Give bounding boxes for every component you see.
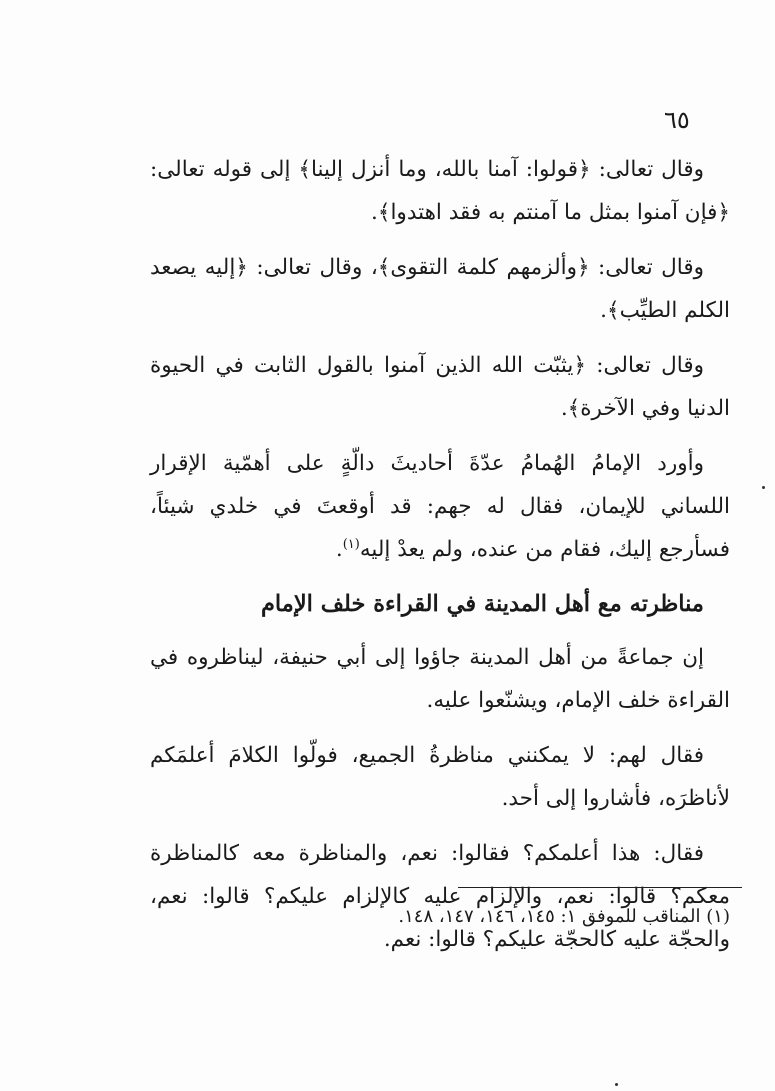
paragraph-4: وأورد الإمامُ الهُمامُ عدّةَ أحاديثَ دالّةٍ على أهمّية الإقرار اللساني للإيمان، فقال له جهم: قد أوقعتَ في خلدي شيئاً، فسأرجع إليك، فقام من عنده، ولم يعدْ إليه$^{(١)}$. bbox=[150, 451, 730, 562]
page-number: ٦٥ bbox=[664, 106, 690, 134]
section-heading: مناظرته مع أهل المدينة في القراءة خلف الإمام bbox=[260, 591, 704, 617]
paragraph-6: فقال لهم: لا يمكنني مناظرةُ الجميع، فولّوا الكلامَ أعلمَكم لأناظرَه، فأشاروا إلى أحد. bbox=[150, 743, 730, 811]
paragraph-3: وقال تعالى: ﴿يثبّت الله الذين آمنوا بالقول الثابت في الحيوة الدنيا وفي الآخرة﴾. bbox=[150, 353, 730, 421]
scan-speck bbox=[615, 1083, 618, 1086]
footnote-divider bbox=[458, 887, 742, 888]
paragraph-5: إن جماعةً من أهل المدينة جاؤوا إلى أبي حنيفة، ليناظروه في القراءة خلف الإمام، ويشنّعوا عليه. bbox=[150, 645, 730, 713]
paragraph-1: وقال تعالى: ﴿قولوا: آمنا بالله، وما أنزل إلينا﴾ إلى قوله تعالى: ﴿فإن آمنوا بمثل ما آمنتم به فقد اهتدوا﴾. bbox=[150, 157, 730, 225]
scan-speck bbox=[762, 486, 765, 489]
footnote: (١) المناقب للموفق ١: ١٤٥، ١٤٦، ١٤٧، ١٤٨. bbox=[398, 906, 730, 927]
paragraph-4-text: وأورد الإمامُ الهُمامُ عدّةَ أحاديثَ دالّةٍ على أهمّية الإقرار اللساني للإيمان، فقال له جهم: قد أوقعتَ في خلدي شيئاً، فسأرجع إليك، فقام من عنده، ولم يعدْ إليه bbox=[150, 451, 730, 562]
paragraph-7: فقال: هذا أعلمكم؟ فقالوا: نعم، والمناظرة معه كالمناظرة معكم؟ قالوا: نعم، والإلزام عليه كالإلزام عليكم؟ قالوا: نعم، والحجّة عليه كالحجّة عليكم؟ قالوا: نعم. bbox=[150, 841, 730, 952]
page-body bbox=[150, 148, 730, 973]
footnote-ref: (١) bbox=[342, 536, 360, 552]
paragraph-2: وقال تعالى: ﴿وألزمهم كلمة التقوى﴾، وقال تعالى: ﴿إليه يصعد الكلم الطيِّب﴾. bbox=[150, 255, 730, 323]
